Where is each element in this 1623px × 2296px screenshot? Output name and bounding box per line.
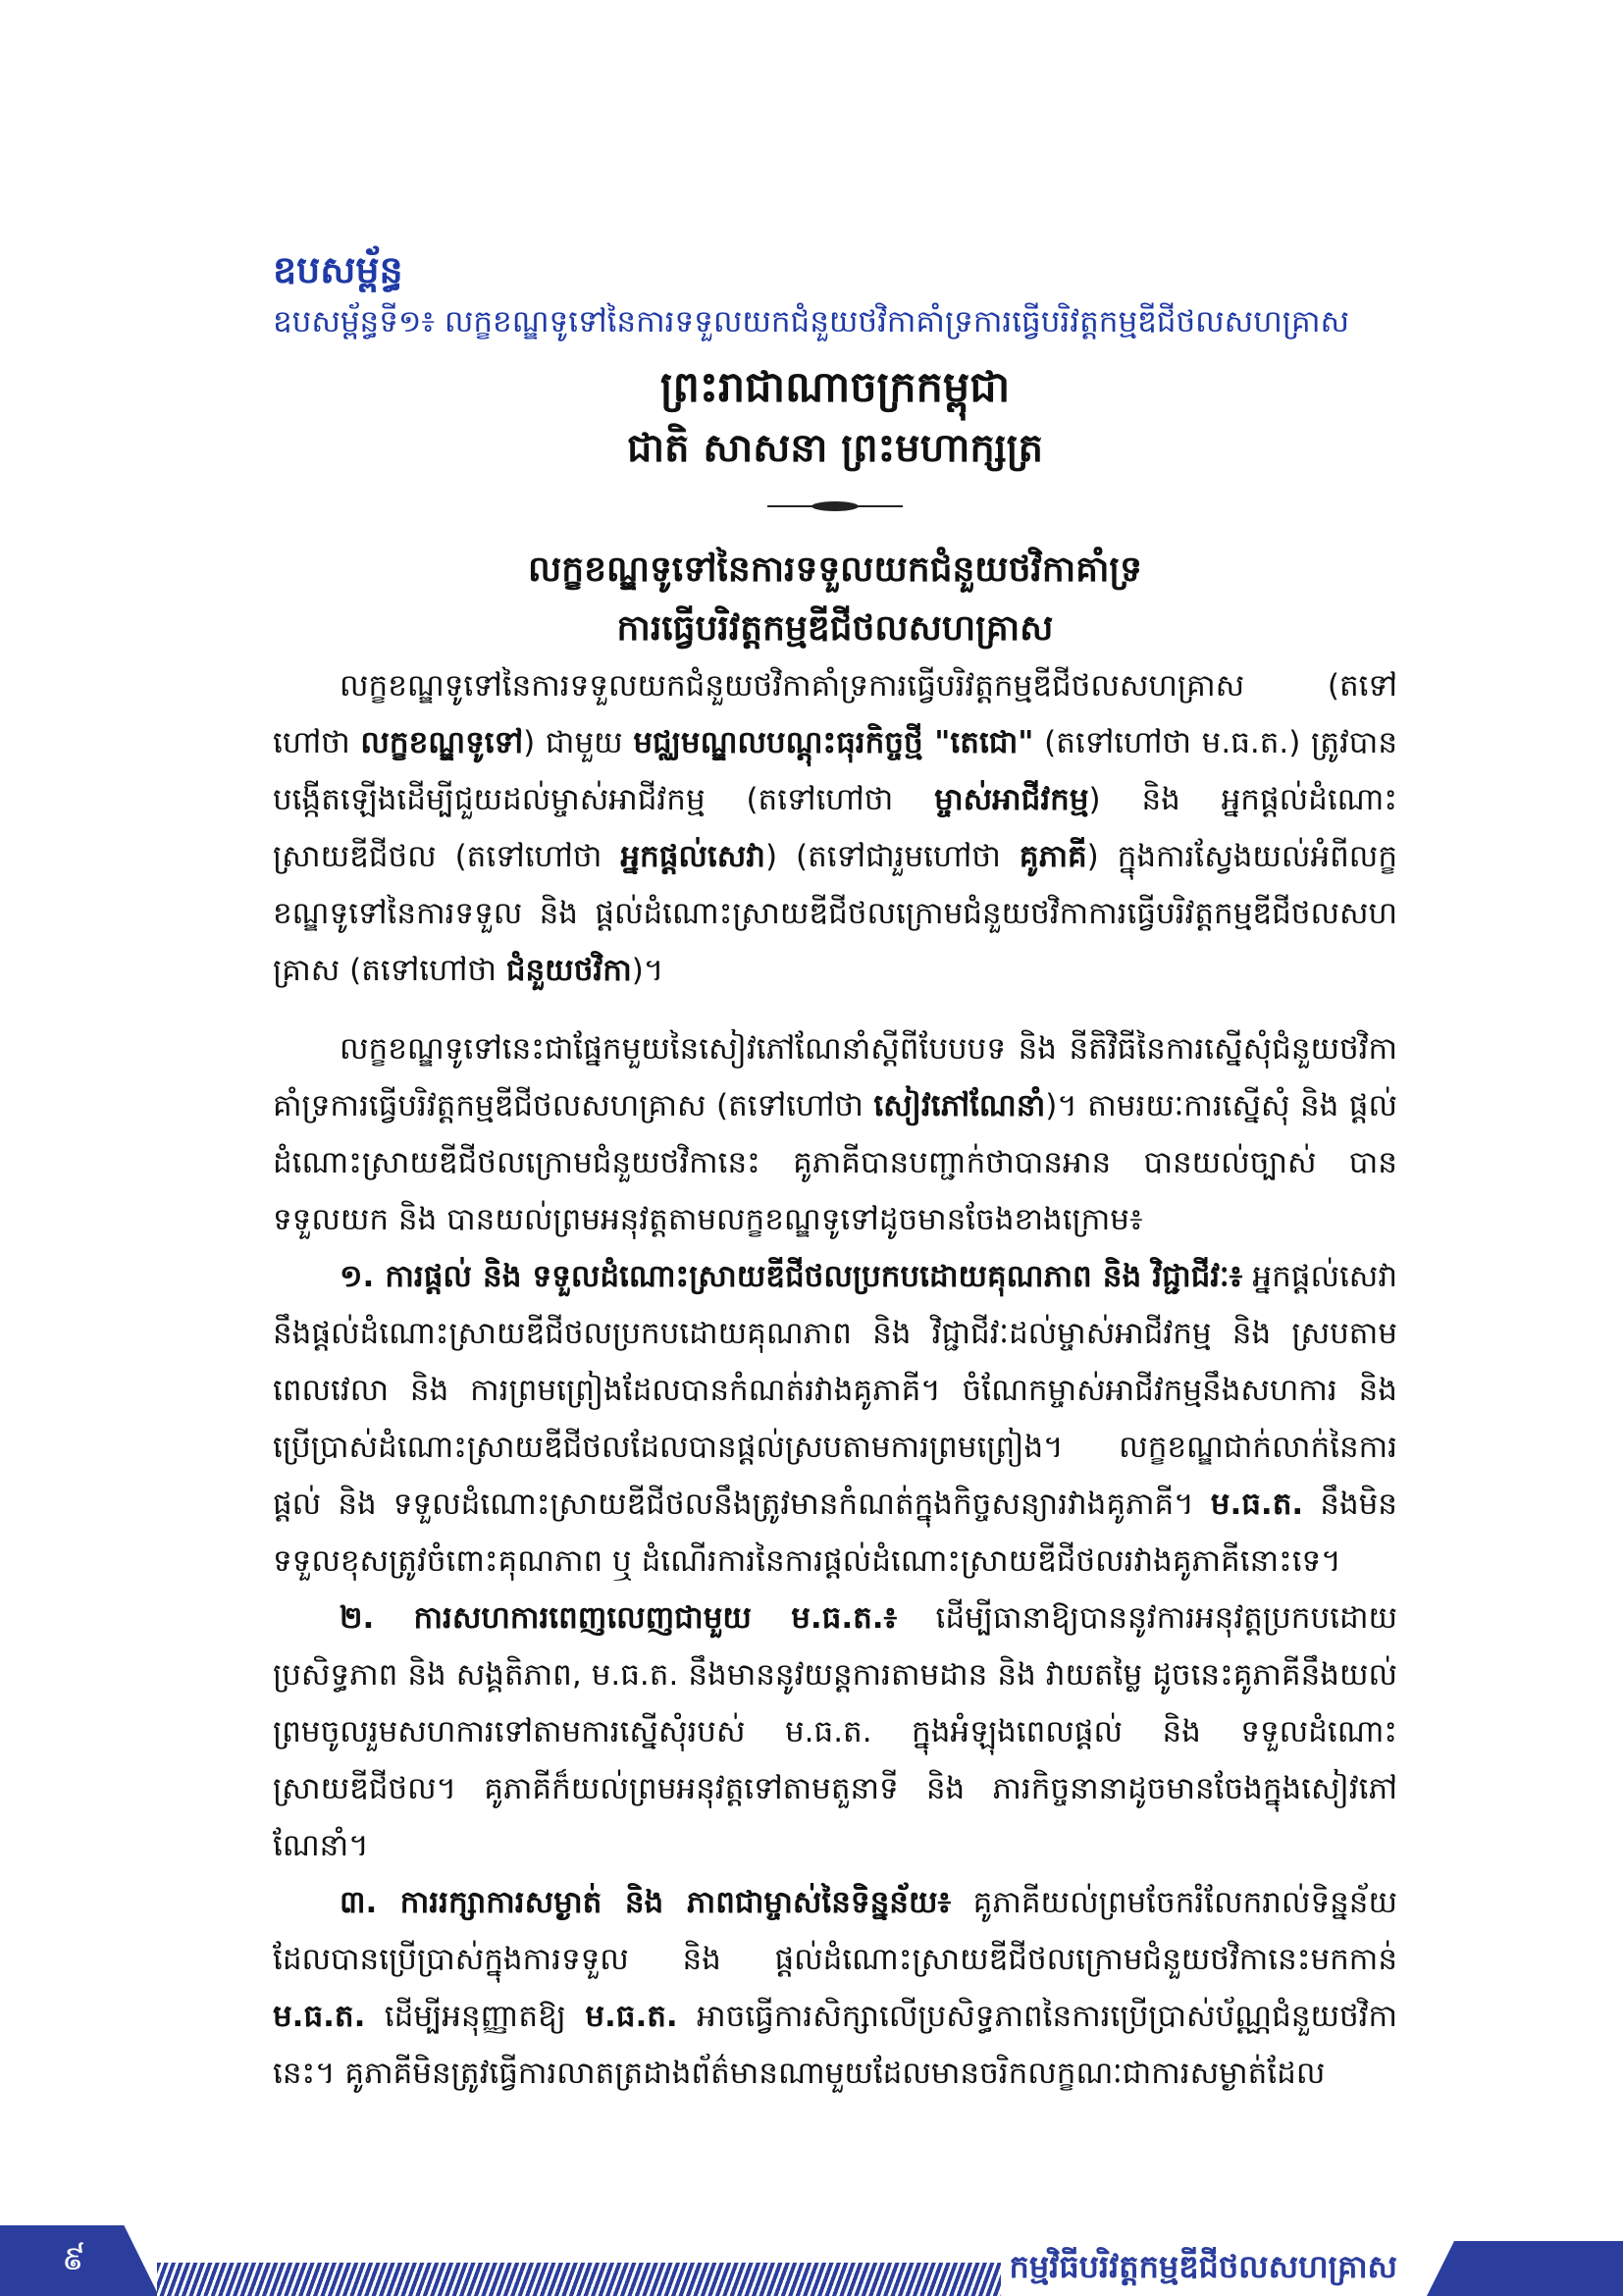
- text-run: នឹងមិនទទួលខុសត្រូវចំពោះគុណភាព ឬ ដំណើរការនៃការផ្តល់ដំណោះស្រាយឌីជីថលរវាងគូភាគីនោះទេ។: [273, 1487, 1397, 1579]
- bold-term: ម.ធ.ត.: [1210, 1487, 1304, 1522]
- annex-label: ឧបសម្ព័ន្ធ: [273, 248, 403, 291]
- bold-term: ម្ចាស់អាជីវកម្ម: [934, 782, 1089, 817]
- text-run: ) (តទៅជារួមហៅថា: [764, 839, 1020, 874]
- text-run: លក្ខខណ្ឌទូទៅនេះជាផ្នែកមួយនៃសៀវភៅណែនាំស្តីពីបែបបទ និង នីតិវិធីនៃការស្នើសុំជំនួយថវិកាគាំទ្រការធ្វើបរិវត្តកម្មឌីជីថលសហគ្រាស (តទៅហៅថា: [273, 1031, 1397, 1123]
- text-run: អ្នកផ្តល់សេវានឹងផ្តល់ដំណោះស្រាយឌីជីថលប្រកបដោយគុណភាព និង វិជ្ជាជីវៈដល់ម្ចាស់អាជីវកម្ម និង ស្របតាមពេលវេលា និង ការព្រមព្រៀងដែលបានកំណត់រវាងគូភាគី។ ចំណែកម្ចាស់អាជីវកម្មនឹងសហការ និង ប្រើប្រាស់ដំណោះស្រាយឌីជីថលដែលបានផ្តល់ស្របតាមការព្រមព្រៀង។ លក្ខខណ្ឌជាក់លាក់នៃការផ្តល់ និង ទទួលដំណោះស្រាយឌីជីថលនឹងត្រូវមានកំណត់ក្នុងកិច្ចសន្យារវាងគូភាគី។: [273, 1259, 1397, 1522]
- bold-term: ម.ធ.ត.: [273, 1999, 366, 2034]
- page-content: [273, 245, 1397, 2102]
- bold-term: សៀវភៅណែនាំ: [873, 1088, 1046, 1123]
- bold-term: ជំនួយថវិកា: [505, 953, 632, 988]
- page-number: ៩: [61, 2239, 86, 2278]
- text-run: (តទៅហៅថា ម.ធ.ត.) ត្រូវបានបង្កើតឡើងដើម្បីជួយដល់ម្ចាស់អាជីវកម្ម (តទៅហៅថា: [273, 725, 1397, 817]
- national-motto: ជាតិ សាសនា ព្រះមហាក្សត្រ: [627, 425, 1043, 471]
- clause-heading: ១. ការផ្តល់ និង ទទួលដំណោះស្រាយឌីជីថលប្រកបដោយគុណភាព និង វិជ្ជាជីវៈ៖: [340, 1259, 1243, 1294]
- document-title-line-1: លក្ខខណ្ឌទូទៅនៃការទទួលយកជំនួយថវិកាគាំទ្រ: [528, 548, 1142, 590]
- text-run: អាចធ្វើការសិក្សាលើប្រសិទ្ធភាពនៃការប្រើប្រាស់ប័ណ្ណជំនួយថវិកានេះ។ គូភាគីមិនត្រូវធ្វើការលាតត្រដាងព័ត៌មានណាមួយដែលមានចរិកលក្ខណៈជាការសម្ងាត់ដែល: [273, 1999, 1397, 2091]
- clause-heading: ២. ការសហការពេញលេញជាមួយ ម.ធ.ត.៖: [340, 1600, 898, 1636]
- clause-2: [273, 1590, 1397, 1874]
- bold-term: អ្នកផ្តល់សេវា: [620, 839, 765, 874]
- text-run: ដើម្បីធានាឱ្យបាននូវការអនុវត្តប្រកបដោយប្រសិទ្ធភាព និង សង្គតិភាព, ម.ធ.ត. នឹងមាននូវយន្តការតាមដាន និង វាយតម្លៃ ដូចនេះគូភាគីនឹងយល់ព្រមចូលរួមសហការទៅតាមការស្នើសុំរបស់ ម.ធ.ត. ក្នុងអំឡុងពេលផ្តល់ និង ទទួលដំណោះស្រាយឌីជីថល។ គូភាគីក៏យល់ព្រមអនុវត្តទៅតាមតួនាទី និង ភារកិច្ចនានាដូចមានចែងក្នុងសៀវភៅណែនាំ។: [273, 1600, 1397, 1863]
- text-run: ) ក្នុងការស្វែងយល់អំពីលក្ខខណ្ឌទូទៅនៃការទទួល និង ផ្តល់ដំណោះស្រាយឌីជីថលក្រោមជំនួយថវិកាការធ្វើបរិវត្តកម្មឌីជីថលសហគ្រាស (តទៅហៅថា: [273, 839, 1398, 988]
- text-run: )។: [631, 953, 664, 988]
- paragraph-intro: [273, 657, 1397, 999]
- bold-term: មជ្ឈមណ្ឌលបណ្តុះធុរកិច្ចថ្មី "តេជោ": [633, 725, 1034, 760]
- clause-3: [273, 1874, 1397, 2102]
- footer-end-block: [1427, 2241, 1623, 2296]
- bold-term: លក្ខខណ្ឌទូទៅ: [360, 725, 524, 760]
- text-run: ) និង អ្នកផ្តល់ដំណោះស្រាយឌីជីថល (តទៅហៅថា: [273, 782, 1397, 874]
- clause-heading: ៣. ការរក្សាការសម្ងាត់ និង ភាពជាម្ចាស់នៃទិន្នន័យ៖: [340, 1885, 952, 1920]
- text-run: ) ជាមួយ: [523, 725, 634, 760]
- text-run: ដើម្បីអនុញ្ញាតឱ្យ: [365, 1999, 586, 2034]
- clause-1: [273, 1248, 1397, 1590]
- bold-term: គូភាគី: [1019, 839, 1087, 874]
- bold-term: ម.ធ.ត.: [585, 1999, 678, 2034]
- document-title-line-2: ការធ្វើបរិវត្តកម្មឌីជីថលសហគ្រាស: [616, 607, 1054, 649]
- page-footer: [0, 2202, 1623, 2295]
- kingdom-heading: ព្រះរាជាណាចក្រកម្ពុជា: [659, 363, 1011, 412]
- paragraph-scope: [273, 1020, 1397, 1248]
- text-run: លក្ខខណ្ឌទូទៅនៃការទទួលយកជំនួយថវិកាគាំទ្រការធ្វើបរិវត្តកម្មឌីជីថលសហគ្រាស (តទៅហៅថា: [273, 668, 1397, 760]
- text-run: )។ តាមរយៈការស្នើសុំ និង ផ្តល់ដំណោះស្រាយឌីជីថលក្រោមជំនួយថវិកានេះ គូភាគីបានបញ្ជាក់ថាបានអាន បានយល់ច្បាស់ បានទទួលយក និង បានយល់ព្រមអនុវត្តតាមលក្ខខណ្ឌទូទៅដូចមានចែងខាងក្រោម៖: [273, 1088, 1397, 1237]
- document-title: [273, 540, 1397, 657]
- annex-title: ឧបសម្ព័ន្ធទី១៖ លក្ខខណ្ឌទូទៅនៃការទទួលយកជំនួយថវិកាគាំទ្រការធ្វើបរិវត្តកម្មឌីជីថលសហគ្រាស: [273, 304, 1349, 339]
- footer-stripes: [157, 2263, 1001, 2296]
- divider-ornament-icon: [812, 501, 859, 511]
- ornament-divider: [273, 495, 1397, 518]
- text-run: គូភាគីយល់ព្រមចែករំលែករាល់ទិន្នន័យដែលបានប្រើប្រាស់ក្នុងការទទួល និង ផ្តល់ដំណោះស្រាយឌីជីថលក្រោមជំនួយថវិកានេះមកកាន់: [273, 1885, 1397, 1977]
- footer-program-title: កម្មវិធីបរិវត្តកម្មឌីជីថលសហគ្រាស: [1009, 2248, 1397, 2285]
